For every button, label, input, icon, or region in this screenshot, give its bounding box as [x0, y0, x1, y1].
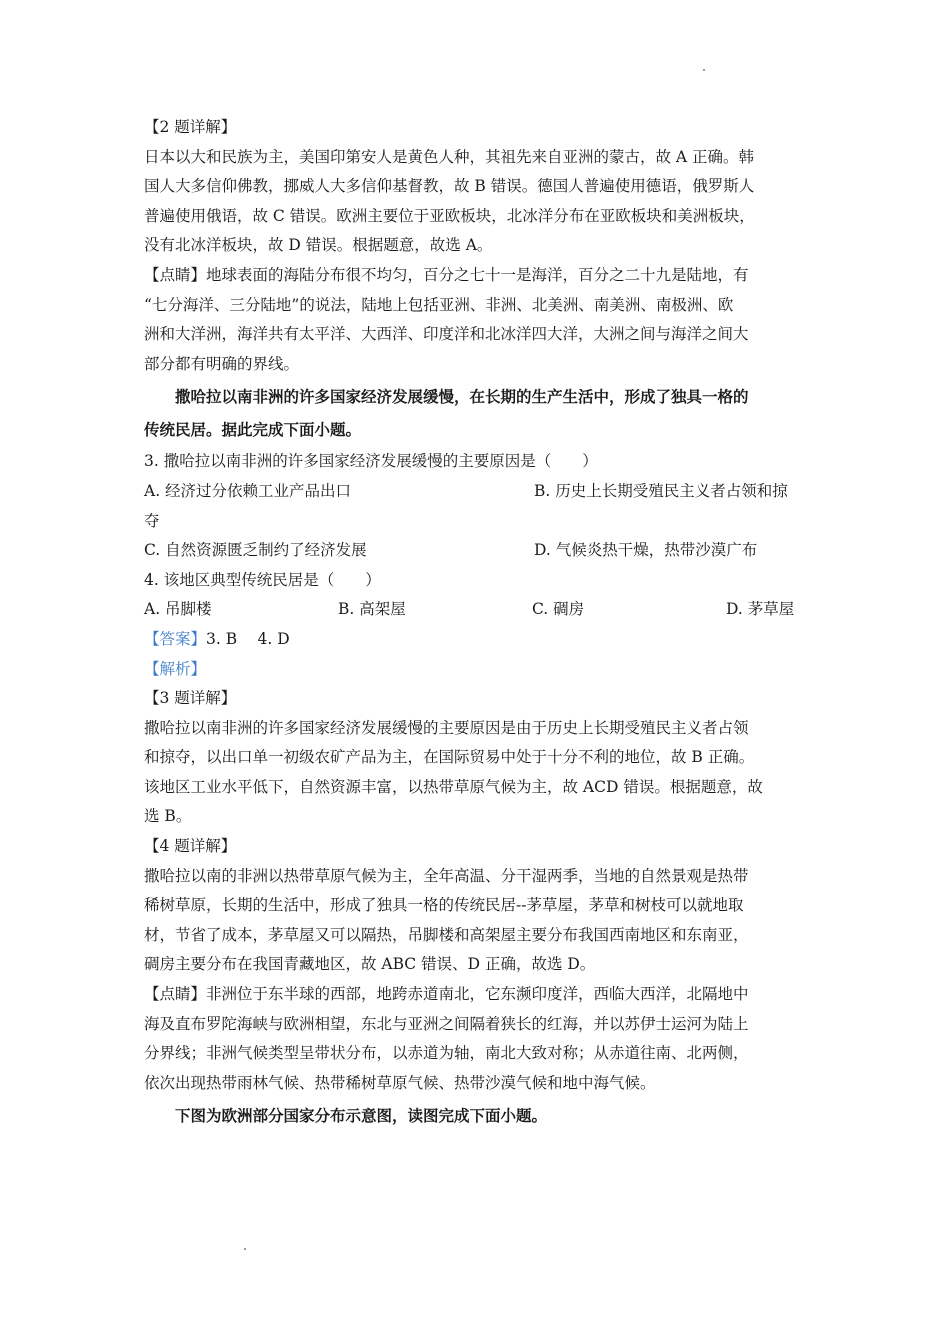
answer-label: 【答案】: [144, 629, 207, 648]
q3-option-d: D. 气候炎热干燥，热带沙漠广布: [534, 541, 758, 560]
q4-detail-heading: 【4 题详解】: [144, 837, 237, 856]
q3-detail-line: 和掠夺，以出口单一初级农矿产品为主，在国际贸易中处于十分不利的地位，故 B 正确。: [144, 748, 755, 767]
q3-options-row-1: [144, 477, 809, 507]
q2-line: 国人大多信仰佛教，挪威人大多信仰基督教，故 B 错误。德国人普遍使用德语，俄罗斯人: [144, 177, 755, 196]
q4-question: 4. 该地区典型传统民居是（ ）: [144, 570, 381, 589]
document-body: [144, 113, 809, 1133]
q4-detail-line: 撒哈拉以南的非洲以热带草原气候为主，全年高温、分干湿两季，当地的自然景观是热带: [144, 866, 749, 885]
q4-options-row: [144, 595, 809, 625]
question-stem-1: [144, 381, 809, 447]
q2-heading: 【2 题详解】: [144, 118, 237, 136]
q3-detail: [144, 684, 809, 832]
analysis-label: 【解析】: [144, 659, 207, 678]
q2-detail: [144, 113, 809, 379]
q2-tip-line: “七分海洋、三分陆地”的说法，陆地上包括亚洲、非洲、北美洲、南美洲、南极洲、欧: [144, 295, 734, 314]
q4-tip-line: 海及直布罗陀海峡与欧洲相望，东北与亚洲之间隔着狭长的红海，并以苏伊士运河为陆上: [144, 1014, 749, 1033]
q2-line: 日本以大和民族为主，美国印第安人是黄色人种，其祖先来自亚洲的蒙古，故 A 正确。韩: [144, 147, 755, 166]
q3-detail-heading: 【3 题详解】: [144, 689, 237, 708]
q3-detail-line: 撒哈拉以南非洲的许多国家经济发展缓慢的主要原因是由于历史上长期受殖民主义者占领: [144, 718, 749, 737]
q4-detail: [144, 832, 809, 1098]
stem-line: 撒哈拉以南非洲的许多国家经济发展缓慢，在长期的生产生活中，形成了独具一格的: [175, 388, 749, 407]
q3-options-row-2: [144, 536, 809, 566]
q4-tip-line: 【点睛】非洲位于东半球的西部，地跨赤道南北，它东濒印度洋，西临大西洋，北隔地中: [144, 985, 749, 1004]
q2-tip-line: 部分都有明确的界线。: [144, 354, 300, 373]
page-mark-bottom: [244, 1248, 246, 1250]
q4-tip-line: 依次出现热带雨林气候、热带稀树草原气候、热带沙漠气候和地中海气候。: [144, 1073, 656, 1092]
stem-line: 传统民居。据此完成下面小题。: [144, 421, 362, 440]
q4-option-d: D. 茅草屋: [726, 600, 795, 619]
q3-question: 3. 撒哈拉以南非洲的许多国家经济发展缓慢的主要原因是（ ）: [144, 452, 598, 471]
q2-tip-line: 【点睛】地球表面的海陆分布很不均匀，百分之七十一是海洋，百分之二十九是陆地，有: [144, 265, 749, 284]
q3-option-b-continued: 夺: [144, 511, 160, 530]
question-stem-2: 下图为欧洲部分国家分布示意图，读图完成下面小题。: [175, 1107, 548, 1126]
q3-option-b: B. 历史上长期受殖民主义者占领和掠: [534, 481, 788, 500]
q2-tip-line: 洲和大洋洲，海洋共有太平洋、大西洋、印度洋和北冰洋四大洋，大洲之间与海洋之间大: [144, 325, 749, 344]
q4-tip-line: 分界线；非洲气候类型呈带状分布，以赤道为轴，南北大致对称；从赤道往南、北两侧，: [144, 1044, 749, 1063]
q3-option-c: C. 自然资源匮乏制约了经济发展: [144, 541, 367, 560]
q3-detail-line: 选 B。: [144, 807, 192, 826]
q2-line: 没有北冰洋板块，故 D 错误。根据题意，故选 A。: [144, 236, 493, 255]
question-4: [144, 566, 809, 625]
q4-detail-line: 稀树草原，长期的生活中，形成了独具一格的传统民居--茅草屋，茅草和树枝可以就地取: [144, 896, 744, 915]
q4-detail-line: 材，节省了成本，茅草屋又可以隔热，吊脚楼和高架屋主要分布我国西南地区和东南亚，: [144, 925, 749, 944]
q3-detail-line: 该地区工业水平低下，自然资源丰富，以热带草原气候为主，故 ACD 错误。根据题意，故: [144, 777, 763, 796]
q4-detail-line: 碉房主要分布在我国青藏地区，故 ABC 错误、D 正确，故选 D。: [144, 955, 596, 974]
answer-line: [144, 625, 809, 655]
analysis-line: [144, 655, 809, 685]
q3-option-a: A. 经济过分依赖工业产品出口: [144, 481, 352, 500]
q2-line: 普遍使用俄语，故 C 错误。欧洲主要位于亚欧板块，北冰洋分布在亚欧板块和美洲板块，: [144, 206, 755, 225]
answer-text: 3. B 4. D: [206, 629, 290, 648]
q4-option-b: B. 高架屋: [338, 600, 406, 619]
q4-option-c: C. 碉房: [532, 600, 585, 619]
question-3: [144, 447, 809, 565]
page-mark-top: [703, 69, 705, 71]
q4-option-a: A. 吊脚楼: [144, 600, 212, 619]
